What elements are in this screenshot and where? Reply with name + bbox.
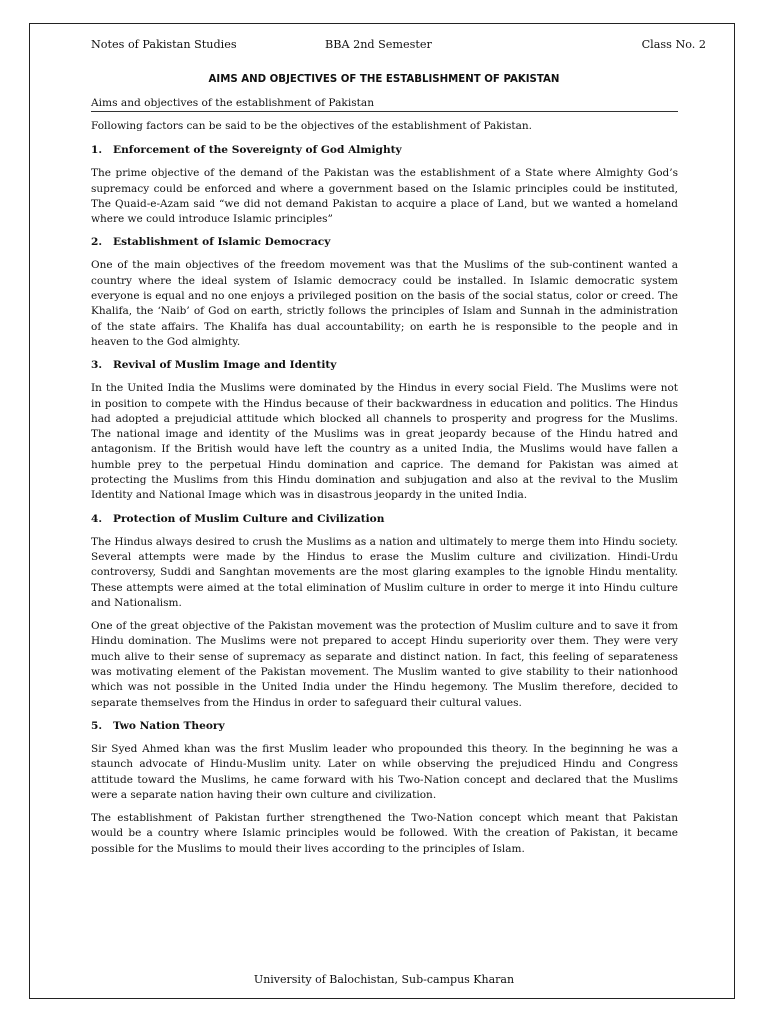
page-header: [62, 37, 706, 53]
section-title: Protection of Muslim Culture and Civilization: [113, 512, 385, 525]
section-paragraph: The establishment of Pakistan further strengthened the Two-Nation concept which meant that Pakistan would be a country where Islamic principles would be followed. With the creation of Pakistan, it became possible for the Muslims to mould their lives according to the principles of Islam.: [91, 812, 678, 855]
section-heading: [91, 143, 678, 158]
section-paragraph: The Hindus always desired to crush the Muslims as a nation and ultimately to merge them into Hindu society. Several attempts were made by the Hindus to erase the Muslim culture and civilization. Hindi-Urdu controversy, Suddi and Sanghtan movements are the most glaring examples to the ignoble Hindu mentality. These attempts were aimed at the total elimination of Muslim culture in order to merge it into Hindu culture and Nationalism.: [91, 535, 678, 609]
section-paragraph: In the United India the Muslims were dominated by the Hindus in every social Field. The Muslims were not in position to compete with the Hindus because of their backwardness in education and politics. The Hindus had adopted a prejudicial attitude which blocked all channels to prosperity and progress for the Muslims. The national image and identity of the Muslims was in great jeopardy because of the Hindu hatred and antagonism. If the British would have left the country as a united India, the Muslims would have fallen a humble prey to the perpetual Hindu domination and caprice. The demand for Pakistan was aimed at protecting the Muslims from this Hindu domination and subjugation and also at the revival to the Muslim Identity and National Image which was in disastrous jeopardy in the united India.: [91, 382, 678, 502]
section-title: Two Nation Theory: [113, 719, 225, 732]
intro-paragraph: Following factors can be said to be the objectives of the establishment of Pakistan.: [91, 120, 532, 132]
section-number: 1.: [91, 144, 103, 157]
section-number: 2.: [91, 236, 103, 249]
section-heading: [91, 719, 678, 734]
page-title: AIMS AND OBJECTIVES OF THE ESTABLISHMENT OF PAKISTAN: [208, 74, 560, 85]
section-paragraph: One of the great objective of the Pakistan movement was the protection of Muslim culture and to save it from Hindu domination. The Muslims were not prepared to accept Hindu superiority over them. They were very much alive to their sense of supremacy as separate and distinct nation. In fact, this feeling of separateness was motivating element of the Pakistan movement. The Muslim wanted to give stability to their nationhood which was not possible in the United India under the Hindu hegemony. The Muslim therefore, decided to separate themselves from the Hindus in order to safeguard their cultural values.: [91, 620, 678, 709]
document-body: [91, 119, 678, 865]
section-heading: [91, 235, 678, 250]
section-heading: [91, 512, 678, 527]
header-course: Notes of Pakistan Studies: [91, 38, 237, 51]
section-heading: [91, 358, 678, 373]
section-number: 3.: [91, 359, 103, 372]
section-paragraph: One of the main objectives of the freedom movement was that the Muslims of the sub-continent wanted a country where the ideal system of Islamic democracy could be installed. In Islamic democratic system everyone is equal and no one enjoys a privileged position on the basis of the social status, color or creed. The Khalifa, the ‘Naib’ of God on earth, strictly follows the principles of Islam and Sunnah in the administration of the state affairs. The Khalifa has dual accountability; on earth he is responsible to the people and in heaven to the God almighty.: [91, 259, 678, 348]
section-paragraph: The prime objective of the demand of the Pakistan was the establishment of a State where Almighty God’s supremacy could be enforced and where a government based on the Islamic principles could be instituted, The Quaid-e-Azam said “we did not demand Pakistan to acquire a place of Land, but we wanted a homeland where we could introduce Islamic principles”: [91, 167, 678, 226]
page-footer: University of Balochistan, Sub-campus Kharan: [253, 973, 515, 986]
section-title: Establishment of Islamic Democracy: [113, 236, 331, 249]
section-number: 4.: [91, 512, 103, 525]
header-class-number: Class No. 2: [641, 38, 706, 51]
page-subtitle: Aims and objectives of the establishment of Pakistan: [91, 96, 678, 112]
section-paragraph: Sir Syed Ahmed khan was the first Muslim leader who propounded this theory. In the beginning he was a staunch advocate of Hindu-Muslim unity. Later on while observing the prejudiced Hindu and Congress attitude toward the Muslims, he came forward with his Two-Nation concept and declared that the Muslims were a separate nation having their own culture and civilization.: [91, 742, 678, 801]
section-number: 5.: [91, 719, 103, 732]
section-title: Revival of Muslim Image and Identity: [113, 359, 337, 372]
section-title: Enforcement of the Sovereignty of God Almighty: [113, 144, 402, 157]
header-semester: BBA 2nd Semester: [325, 38, 432, 51]
